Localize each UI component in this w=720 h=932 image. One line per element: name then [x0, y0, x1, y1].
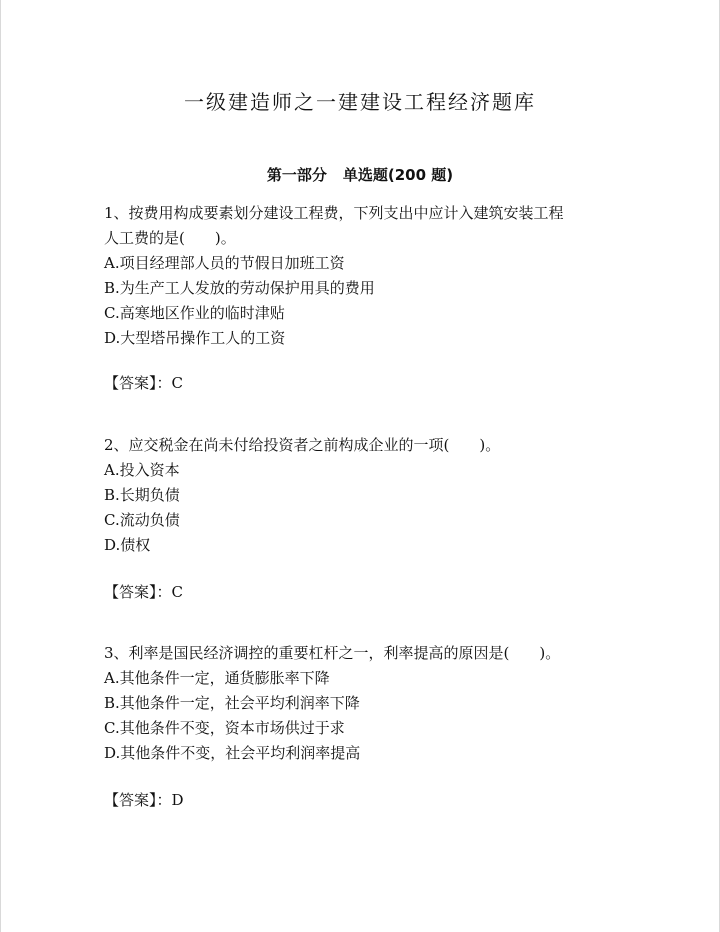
question-2-option-b: B.长期负债: [104, 486, 180, 504]
question-1-option-a: A.项目经理部人员的节假日加班工资: [104, 254, 345, 272]
question-3-option-c: C.其他条件不变，资本市场供过于求: [104, 719, 345, 737]
section-part: 第一部分: [266, 166, 327, 184]
question-1-option-c: C.高寒地区作业的临时津贴: [104, 304, 285, 322]
question-1-option-d: D.大型塔吊操作工人的工资: [104, 329, 286, 347]
question-3-answer: 【答案】：D: [104, 791, 184, 809]
document-title: 一级建造师之一建建设工程经济题库: [184, 90, 536, 114]
question-3: [104, 641, 624, 766]
question-2-option-d: D.债权: [104, 536, 151, 554]
section-name: 单选题(200 题): [342, 166, 454, 184]
question-2-option-c: C.流动负债: [104, 511, 180, 529]
question-2: [104, 433, 624, 558]
question-2-stem-line1: 2、应交税金在尚未付给投资者之前构成企业的一项( )。: [104, 436, 501, 454]
question-3-option-b: B.其他条件一定，社会平均利润率下降: [104, 694, 360, 712]
question-3-option-d: D.其他条件不变，社会平均利润率提高: [104, 744, 361, 762]
question-3-option-a: A.其他条件一定，通货膨胀率下降: [104, 669, 330, 687]
question-1-stem-line2: 人工费的是( )。: [104, 229, 236, 247]
question-1-answer: 【答案】：C: [104, 374, 183, 392]
question-1-option-b: B.为生产工人发放的劳动保护用具的费用: [104, 279, 375, 297]
question-2-answer: 【答案】：C: [104, 583, 183, 601]
question-1: [104, 201, 624, 351]
page-left-border: [0, 0, 1, 932]
question-2-option-a: A.投入资本: [104, 461, 180, 479]
section-heading: [0, 164, 720, 185]
question-3-stem-line1: 3、利率是国民经济调控的重要杠杆之一，利率提高的原因是( )。: [104, 644, 561, 662]
question-1-stem-line1: 1、按费用构成要素划分建设工程费，下列支出中应计入建筑安装工程: [104, 204, 564, 222]
